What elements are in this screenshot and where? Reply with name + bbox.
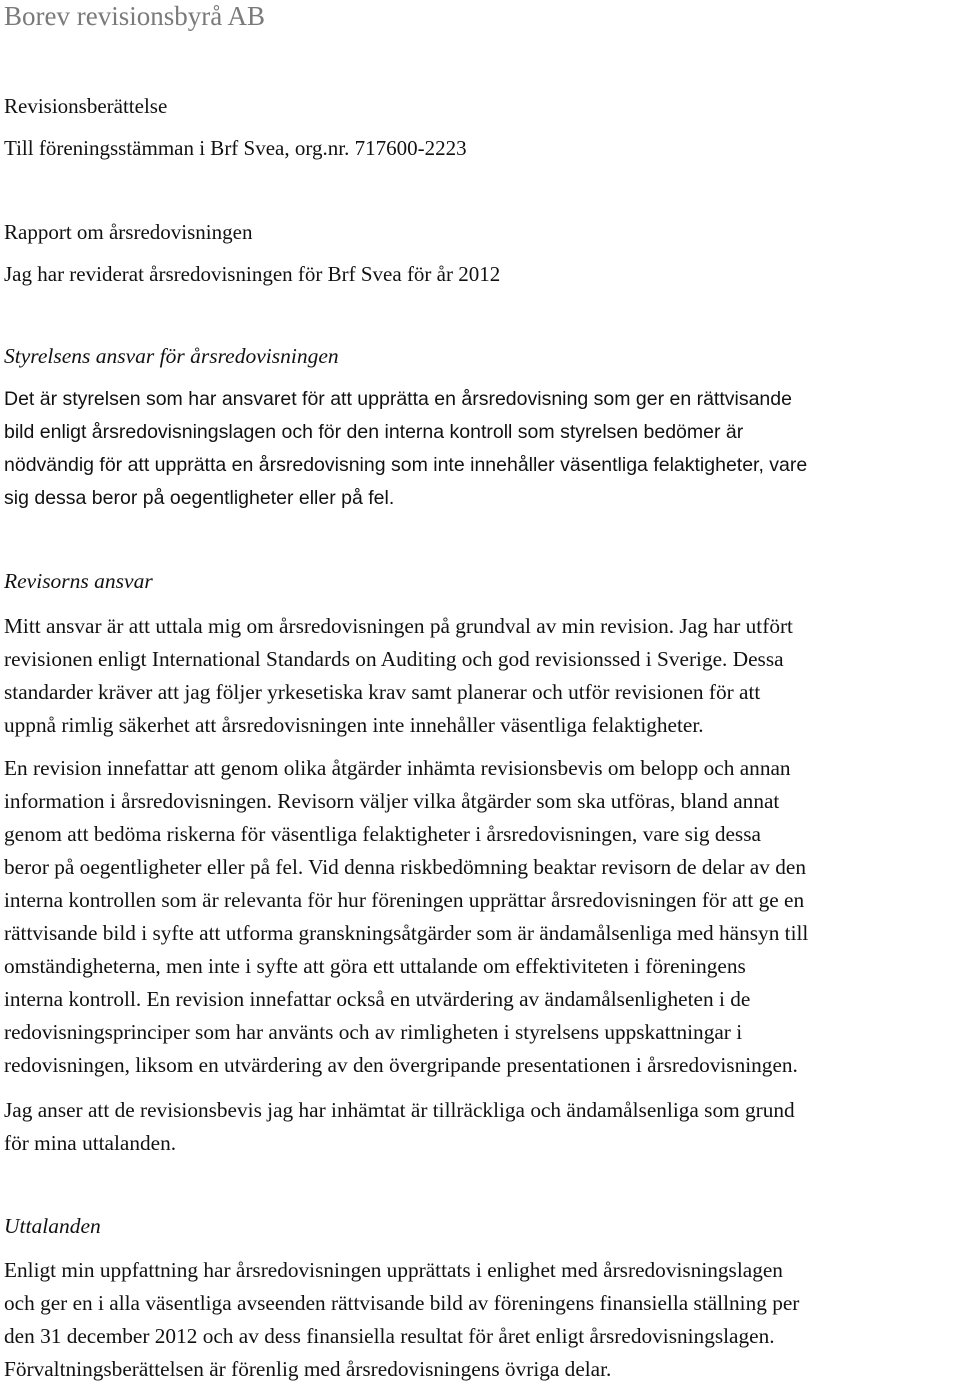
- paragraph-line: standarder kräver att jag följer yrkesetiska krav samt planerar och utför revisionen för att: [4, 680, 761, 704]
- paragraph-line: Enligt min uppfattning har årsredovisningen upprättats i enlighet med årsredovisningslagen: [4, 1258, 783, 1282]
- paragraph-line: Förvaltningsberättelsen är förenlig med årsredovisningens övriga delar.: [4, 1357, 612, 1381]
- paragraph-line: den 31 december 2012 och av dess finansiella resultat för året enligt årsredovisningslagen.: [4, 1324, 775, 1348]
- paragraph-line: information i årsredovisningen. Revisorn väljer vilka åtgärder som ska utföras, bland annat: [4, 789, 780, 813]
- paragraph-line: uppnå rimlig säkerhet att årsredovisningen inte innehåller väsentliga felaktigheter.: [4, 713, 704, 737]
- document-title: Revisionsberättelse: [4, 94, 168, 118]
- opinion-heading: Uttalanden: [4, 1214, 101, 1238]
- paragraph-line: interna kontrollen som är relevanta för hur föreningen upprättar årsredovisningen för att ge en: [4, 888, 805, 912]
- auditor-responsibility-heading: Revisorns ansvar: [4, 569, 153, 593]
- auditor-paragraph-3: [4, 1094, 956, 1160]
- addressee-line: Till föreningsstämman i Brf Svea, org.nr. 717600-2223: [4, 136, 467, 160]
- auditor-paragraph-2: [4, 752, 956, 1082]
- paragraph-line: och ger en i alla väsentliga avseenden rättvisande bild av föreningens finansiella ställning per: [4, 1291, 800, 1315]
- firm-name: Borev revisionsbyrå AB: [4, 1, 265, 31]
- paragraph-line: genom att bedöma riskerna för väsentliga felaktigheter i årsredovisningen, vare sig dessa: [4, 822, 761, 846]
- paragraph-line: rättvisande bild i syfte att utforma granskningsåtgärder som är ändamålsenliga med hänsyn till: [4, 921, 809, 945]
- paragraph-line: redovisningen, liksom en utvärdering av den övergripande presentationen i årsredovisningen.: [4, 1053, 798, 1077]
- paragraph-line: bild enligt årsredovisningslagen och för den interna kontroll som styrelsen bedömer är: [4, 421, 744, 443]
- paragraph-line: En revision innefattar att genom olika åtgärder inhämta revisionsbevis om belopp och annan: [4, 756, 791, 780]
- paragraph-line: omständigheterna, men inte i syfte att göra ett uttalande om effektiviteten i föreningens: [4, 954, 746, 978]
- paragraph-line: för mina uttalanden.: [4, 1131, 177, 1155]
- report-statement: Jag har reviderat årsredovisningen för Brf Svea för år 2012: [4, 262, 501, 286]
- paragraph-line: sig dessa beror på oegentligheter eller på fel.: [4, 487, 395, 509]
- paragraph-line: nödvändig för att upprätta en årsredovisning som inte innehåller väsentliga felaktigheter, vare: [4, 454, 808, 476]
- paragraph-line: revisionen enligt International Standards on Auditing och god revisionssed i Sverige. Dessa: [4, 647, 784, 671]
- paragraph-line: Jag anser att de revisionsbevis jag har inhämtat är tillräckliga och ändamålsenliga som grund: [4, 1098, 795, 1122]
- paragraph-line: beror på oegentligheter eller på fel. Vid denna riskbedömning beaktar revisorn de delar av den: [4, 855, 806, 879]
- paragraph-line: Det är styrelsen som har ansvaret för att upprätta en årsredovisning som ger en rättvisande: [4, 388, 792, 410]
- board-responsibility-heading: Styrelsens ansvar för årsredovisningen: [4, 344, 339, 368]
- auditor-paragraph-1: [4, 610, 956, 742]
- paragraph-line: Mitt ansvar är att uttala mig om årsredovisningen på grundval av min revision. Jag har utfört: [4, 614, 793, 638]
- report-heading: Rapport om årsredovisningen: [4, 220, 253, 244]
- opinion-paragraph: [4, 1254, 956, 1386]
- paragraph-line: interna kontroll. En revision innefattar också en utvärdering av ändamålsenligheten i de: [4, 987, 751, 1011]
- paragraph-line: redovisningsprinciper som har använts och av rimligheten i styrelsens uppskattningar i: [4, 1020, 743, 1044]
- board-responsibility-paragraph: [4, 383, 956, 515]
